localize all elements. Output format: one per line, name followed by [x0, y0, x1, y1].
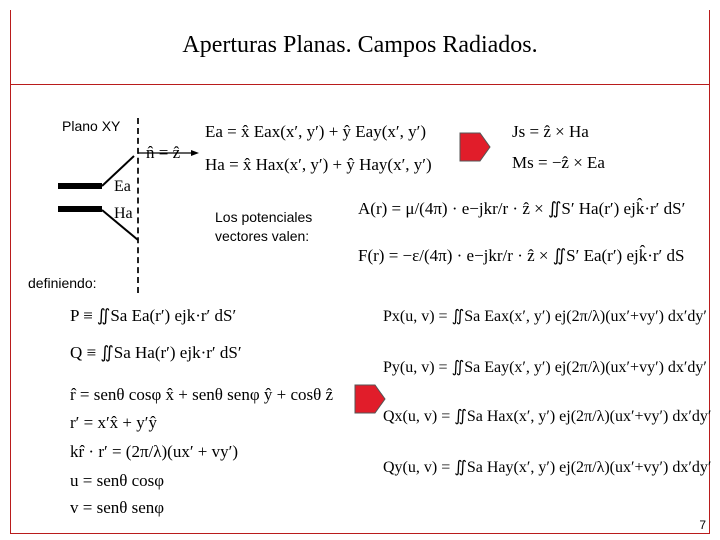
title-rule: [10, 84, 710, 85]
js-equation: Js = ẑ × Ha: [512, 122, 589, 141]
r-prime-equation: r′ = x′x̂ + y′ŷ: [70, 413, 157, 432]
h-field-label: Ha: [114, 205, 133, 222]
a-potential-equation: A(r) = μ/(4π) · e−jkr/r · ẑ × ∬S′ Ha(r′) ejk̂·r′ dS′: [358, 199, 686, 218]
potenciales-line1: Los potenciales: [215, 209, 313, 225]
p-definition: P ≡ ∬Sa Ea(r′) ejk·r′ dS′: [70, 306, 237, 325]
ea-equation: Ea = x̂ Eax(x′, y′) + ŷ Eay(x′, y′): [205, 122, 426, 141]
k-dot-r-equation: kr̂ · r′ = (2π/λ)(ux′ + vy′): [70, 442, 239, 461]
u-definition: u = senθ cosφ: [70, 471, 165, 490]
aperture-diagram: [96, 150, 206, 250]
arrow-right-icon: [353, 383, 387, 415]
potenciales-line2: vectores valen:: [215, 228, 310, 244]
definiendo-label: definiendo:: [28, 275, 97, 291]
f-potential-equation: F(r) = −ε/(4π) · e−jkr/r · ẑ × ∬S′ Ea(r′) ejk̂·r′ dS: [358, 246, 685, 265]
ms-equation: Ms = −ẑ × Ea: [512, 153, 605, 172]
ha-equation: Ha = x̂ Hax(x′, y′) + ŷ Hay(x′, y′): [205, 155, 432, 174]
q-definition: Q ≡ ∬Sa Ha(r′) ejk·r′ dS′: [70, 343, 242, 362]
px-equation: Px(u, v) = ∬Sa Eax(x′, y′) ej(2π/λ)(ux′+vy′) dx′dy′: [383, 308, 707, 325]
py-equation: Py(u, v) = ∬Sa Eay(x′, y′) ej(2π/λ)(ux′+vy′) dx′dy′: [383, 359, 707, 376]
slide-title: Aperturas Planas. Campos Radiados.: [182, 32, 538, 58]
v-definition: v = senθ senφ: [70, 498, 165, 517]
page-number: 7: [699, 518, 706, 532]
r-hat-equation: r̂ = senθ cosφ x̂ + senθ senφ ŷ + cosθ ẑ: [70, 385, 334, 404]
n-hat-label: n̂ = ẑ: [146, 143, 181, 162]
qx-equation: Qx(u, v) = ∬Sa Hax(x′, y′) ej(2π/λ)(ux′+vy′) dx′dy′: [383, 408, 712, 425]
qy-equation: Qy(u, v) = ∬Sa Hay(x′, y′) ej(2π/λ)(ux′+vy′) dx′dy′: [383, 459, 712, 476]
plano-label: Plano XY: [62, 118, 121, 134]
e-field-label: Ea: [114, 178, 131, 195]
arrow-right-icon: [458, 131, 492, 163]
